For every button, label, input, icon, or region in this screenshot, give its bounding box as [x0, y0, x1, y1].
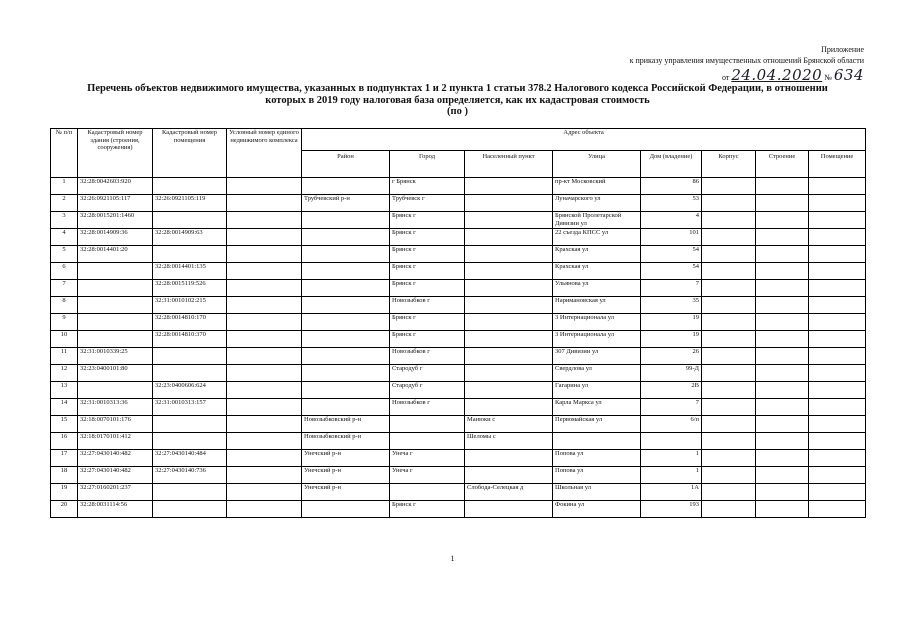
- table-row: [51, 195, 866, 212]
- cell-room: [809, 280, 866, 297]
- cell-cad-room: [153, 178, 227, 195]
- cell-num: 17: [51, 450, 78, 467]
- cell-district: [302, 178, 390, 195]
- cell-cad-building: 32:27:0430140:482: [78, 467, 153, 484]
- cell-settlement: [465, 246, 553, 263]
- cell-building: [756, 212, 809, 229]
- order-date-line: [722, 66, 864, 84]
- col-header-city: Город: [390, 151, 465, 178]
- cell-city: Брянск г: [390, 212, 465, 229]
- cell-building: [756, 297, 809, 314]
- cell-cond-number: [227, 501, 302, 518]
- cell-korpus: [702, 484, 756, 501]
- cell-num: 6: [51, 263, 78, 280]
- cell-cad-building: 32:28:0014909:36: [78, 229, 153, 246]
- cell-cad-building: 32:31:0010313:36: [78, 399, 153, 416]
- col-header-district: Район: [302, 151, 390, 178]
- cell-city: Брянск г: [390, 263, 465, 280]
- order-number: 634: [833, 66, 864, 84]
- table-row: [51, 246, 866, 263]
- cell-cad-building: [78, 314, 153, 331]
- cell-cad-room: 32:28:0014909:63: [153, 229, 227, 246]
- table-row: [51, 501, 866, 518]
- cell-street: Попова ул: [553, 450, 641, 467]
- cell-num: 13: [51, 382, 78, 399]
- cell-house: 2В: [641, 382, 702, 399]
- cell-room: [809, 501, 866, 518]
- cell-settlement: Шеломы с: [465, 433, 553, 450]
- cell-cond-number: [227, 433, 302, 450]
- cell-city: Стародуб г: [390, 365, 465, 382]
- cell-cad-room: [153, 433, 227, 450]
- cell-room: [809, 195, 866, 212]
- table-row: [51, 365, 866, 382]
- cell-room: [809, 365, 866, 382]
- cell-settlement: [465, 212, 553, 229]
- cell-cond-number: [227, 416, 302, 433]
- cell-settlement: [465, 297, 553, 314]
- cell-cad-room: 32:23:0400606:624: [153, 382, 227, 399]
- cell-num: 4: [51, 229, 78, 246]
- cell-cond-number: [227, 195, 302, 212]
- cell-korpus: [702, 501, 756, 518]
- cell-street: Школьная ул: [553, 484, 641, 501]
- cell-district: Унечский р-н: [302, 484, 390, 501]
- cell-cond-number: [227, 178, 302, 195]
- col-header-street: Улица: [553, 151, 641, 178]
- cell-cad-building: [78, 331, 153, 348]
- cell-cad-building: 32:26:0921105:117: [78, 195, 153, 212]
- cell-street: 3 Интернационала ул: [553, 314, 641, 331]
- cell-city: [390, 416, 465, 433]
- cell-cad-room: 32:28:0014401:135: [153, 263, 227, 280]
- table-row: [51, 263, 866, 280]
- cell-house: [641, 433, 702, 450]
- cell-district: Новозыбковский р-н: [302, 416, 390, 433]
- cell-settlement: [465, 399, 553, 416]
- cell-street: Фокина ул: [553, 501, 641, 518]
- table-row: [51, 297, 866, 314]
- cell-house: 54: [641, 263, 702, 280]
- cell-cond-number: [227, 314, 302, 331]
- cell-korpus: [702, 280, 756, 297]
- cell-room: [809, 331, 866, 348]
- cell-city: [390, 433, 465, 450]
- cell-num: 18: [51, 467, 78, 484]
- cell-cond-number: [227, 229, 302, 246]
- cell-cond-number: [227, 212, 302, 229]
- cell-cond-number: [227, 297, 302, 314]
- cell-house: 6/п: [641, 416, 702, 433]
- cell-cad-building: 32:28:0042603:920: [78, 178, 153, 195]
- cell-room: [809, 450, 866, 467]
- cell-num: 1: [51, 178, 78, 195]
- cell-district: Трубчевский р-н: [302, 195, 390, 212]
- cell-num: 20: [51, 501, 78, 518]
- cell-house: 7: [641, 399, 702, 416]
- cell-num: 7: [51, 280, 78, 297]
- table-row: [51, 382, 866, 399]
- cell-district: [302, 331, 390, 348]
- col-header-cond-number: Условный номер единого недвижимого комплекса: [227, 129, 302, 178]
- cell-house: 101: [641, 229, 702, 246]
- table-row: [51, 399, 866, 416]
- col-header-building: Строение: [756, 151, 809, 178]
- cell-house: 1: [641, 450, 702, 467]
- cell-cad-room: 32:28:0014810:370: [153, 331, 227, 348]
- cell-city: Брянск г: [390, 280, 465, 297]
- cell-cond-number: [227, 348, 302, 365]
- cell-district: [302, 212, 390, 229]
- cell-num: 3: [51, 212, 78, 229]
- cell-building: [756, 433, 809, 450]
- cell-settlement: [465, 195, 553, 212]
- cell-settlement: [465, 331, 553, 348]
- cell-city: Новозыбков г: [390, 399, 465, 416]
- col-header-settlement: Населенный пункт: [465, 151, 553, 178]
- cell-cad-room: [153, 501, 227, 518]
- cell-building: [756, 280, 809, 297]
- table-row: [51, 484, 866, 501]
- cell-num: 16: [51, 433, 78, 450]
- cell-city: Унеча г: [390, 467, 465, 484]
- table-row: [51, 314, 866, 331]
- cell-korpus: [702, 246, 756, 263]
- cell-room: [809, 399, 866, 416]
- cell-street: пр-кт Московский: [553, 178, 641, 195]
- cell-settlement: [465, 365, 553, 382]
- cell-house: 7: [641, 280, 702, 297]
- cell-num: 9: [51, 314, 78, 331]
- cell-city: Брянск г: [390, 246, 465, 263]
- cell-city: Новозыбков г: [390, 348, 465, 365]
- cell-room: [809, 433, 866, 450]
- cell-room: [809, 297, 866, 314]
- cell-city: Брянск г: [390, 331, 465, 348]
- page-number: 1: [450, 554, 455, 563]
- cell-korpus: [702, 365, 756, 382]
- cell-cad-building: 32:18:0070101:176: [78, 416, 153, 433]
- cell-room: [809, 467, 866, 484]
- cell-district: [302, 382, 390, 399]
- cell-cad-building: 32:27:0160201:237: [78, 484, 153, 501]
- cell-building: [756, 467, 809, 484]
- cell-settlement: [465, 450, 553, 467]
- cell-settlement: [465, 348, 553, 365]
- cell-cad-room: 32:27:0430140:736: [153, 467, 227, 484]
- cell-cad-room: 32:26:0921105:119: [153, 195, 227, 212]
- cell-building: [756, 263, 809, 280]
- cell-settlement: Манюки с: [465, 416, 553, 433]
- cell-building: [756, 229, 809, 246]
- cell-building: [756, 399, 809, 416]
- cell-street: 307 Дивизии ул: [553, 348, 641, 365]
- cell-cad-room: 32:28:0015119:526: [153, 280, 227, 297]
- cell-district: [302, 246, 390, 263]
- appendix-label: Приложение: [821, 45, 864, 54]
- cell-num: 11: [51, 348, 78, 365]
- order-reference: к приказу управления имущественных отношений Брянской области: [629, 56, 864, 65]
- cell-district: Унечский р-н: [302, 450, 390, 467]
- cell-room: [809, 314, 866, 331]
- table-row: [51, 433, 866, 450]
- cell-building: [756, 331, 809, 348]
- cell-house: 193: [641, 501, 702, 518]
- cell-settlement: [465, 314, 553, 331]
- col-header-house: Дом (владение): [641, 151, 702, 178]
- cell-room: [809, 382, 866, 399]
- cell-num: 2: [51, 195, 78, 212]
- cell-num: 8: [51, 297, 78, 314]
- table-row: [51, 416, 866, 433]
- table-body: [51, 178, 866, 518]
- cell-city: Брянск г: [390, 501, 465, 518]
- cell-room: [809, 416, 866, 433]
- cell-house: 54: [641, 246, 702, 263]
- cell-city: Унеча г: [390, 450, 465, 467]
- cell-settlement: [465, 178, 553, 195]
- cell-room: [809, 246, 866, 263]
- cell-num: 15: [51, 416, 78, 433]
- cell-building: [756, 450, 809, 467]
- cell-korpus: [702, 331, 756, 348]
- cell-cad-room: 32:31:0010313:157: [153, 399, 227, 416]
- table-row: [51, 348, 866, 365]
- table-row: [51, 178, 866, 195]
- cell-cad-building: 32:31:0010339:25: [78, 348, 153, 365]
- cell-building: [756, 365, 809, 382]
- cell-house: 19: [641, 331, 702, 348]
- cell-district: Унечский р-н: [302, 467, 390, 484]
- cell-district: [302, 280, 390, 297]
- cell-building: [756, 484, 809, 501]
- cell-building: [756, 195, 809, 212]
- cell-room: [809, 263, 866, 280]
- cell-korpus: [702, 195, 756, 212]
- cell-settlement: [465, 263, 553, 280]
- col-header-cad-room: Кадастровый номер помещения: [153, 129, 227, 178]
- cell-building: [756, 382, 809, 399]
- cell-city: Брянск г: [390, 229, 465, 246]
- cell-building: [756, 348, 809, 365]
- cell-cad-room: [153, 246, 227, 263]
- table-row: [51, 467, 866, 484]
- table-header-row: [51, 129, 866, 151]
- cell-cad-room: 32:27:0430140:484: [153, 450, 227, 467]
- cell-district: [302, 229, 390, 246]
- cell-korpus: [702, 314, 756, 331]
- cell-cad-building: 32:28:0031114:56: [78, 501, 153, 518]
- cell-house: 53: [641, 195, 702, 212]
- cell-num: 12: [51, 365, 78, 382]
- cell-street: Гагарина ул: [553, 382, 641, 399]
- cell-street: Карла Маркса ул: [553, 399, 641, 416]
- cell-korpus: [702, 263, 756, 280]
- cell-city: Трубчевск г: [390, 195, 465, 212]
- cell-city: Брянск г: [390, 314, 465, 331]
- cell-house: 1А: [641, 484, 702, 501]
- cell-house: 35: [641, 297, 702, 314]
- cell-cad-building: 32:23:0400101:80: [78, 365, 153, 382]
- cell-district: [302, 297, 390, 314]
- cell-cad-building: [78, 263, 153, 280]
- cell-city: Стародуб г: [390, 382, 465, 399]
- cell-room: [809, 212, 866, 229]
- cell-building: [756, 501, 809, 518]
- cell-cond-number: [227, 246, 302, 263]
- cell-korpus: [702, 229, 756, 246]
- cell-street: 22 съезда КПСС ул: [553, 229, 641, 246]
- cell-house: 86: [641, 178, 702, 195]
- table-row: [51, 280, 866, 297]
- col-header-korpus: Корпус: [702, 151, 756, 178]
- cell-street: Первомайская ул: [553, 416, 641, 433]
- cell-settlement: [465, 501, 553, 518]
- cell-house: 1: [641, 467, 702, 484]
- property-register-table: [50, 128, 866, 518]
- cell-korpus: [702, 416, 756, 433]
- cell-cad-room: [153, 348, 227, 365]
- cell-district: [302, 399, 390, 416]
- cell-street: Брянской Пролетарской Дивизии ул: [553, 212, 641, 229]
- cell-settlement: [465, 280, 553, 297]
- cell-korpus: [702, 297, 756, 314]
- cell-korpus: [702, 450, 756, 467]
- cell-korpus: [702, 399, 756, 416]
- cell-korpus: [702, 178, 756, 195]
- table-row: [51, 229, 866, 246]
- cell-cond-number: [227, 484, 302, 501]
- col-header-address: Адрес объекта: [302, 129, 866, 151]
- cell-cad-building: [78, 297, 153, 314]
- cell-city: Новозыбков г: [390, 297, 465, 314]
- cell-building: [756, 416, 809, 433]
- cell-street: Попова ул: [553, 467, 641, 484]
- cell-settlement: [465, 382, 553, 399]
- col-header-cad-building: Кадастровый номер здания (строения, сооружения): [78, 129, 153, 178]
- table-row: [51, 450, 866, 467]
- cell-district: [302, 365, 390, 382]
- title-line-1: Перечень объектов недвижимого имущества, указанных в подпунктах 1 и 2 пункта 1 статьи 378.2 Налогового кодекса Российской Федерации, в отношении: [87, 83, 828, 94]
- cell-house: 26: [641, 348, 702, 365]
- cell-house: 4: [641, 212, 702, 229]
- cell-cad-room: [153, 212, 227, 229]
- cell-building: [756, 246, 809, 263]
- cell-cond-number: [227, 365, 302, 382]
- order-date: 24.04.2020: [731, 66, 823, 84]
- cell-city: г Брянск: [390, 178, 465, 195]
- title-line-2: которых в 2019 году налоговая база определяется, как их кадастровая стоимость: [265, 94, 650, 106]
- cell-cad-building: 32:18:0170101:412: [78, 433, 153, 450]
- cell-cad-room: 32:31:0010102:215: [153, 297, 227, 314]
- cell-cond-number: [227, 331, 302, 348]
- cell-district: [302, 501, 390, 518]
- cell-street: Ульянова ул: [553, 280, 641, 297]
- cell-building: [756, 178, 809, 195]
- cell-korpus: [702, 382, 756, 399]
- cell-district: [302, 348, 390, 365]
- cell-settlement: Слобода-Селецкая д: [465, 484, 553, 501]
- cell-cond-number: [227, 450, 302, 467]
- cell-cond-number: [227, 399, 302, 416]
- cell-num: 5: [51, 246, 78, 263]
- cell-num: 10: [51, 331, 78, 348]
- cell-cad-building: 32:28:0015201:1460: [78, 212, 153, 229]
- cell-cond-number: [227, 382, 302, 399]
- cell-room: [809, 348, 866, 365]
- col-header-num: № п/п: [51, 129, 78, 178]
- cell-street: 3 Интернационала ул: [553, 331, 641, 348]
- cell-district: [302, 314, 390, 331]
- cell-street: Свердлова ул: [553, 365, 641, 382]
- cell-num: 19: [51, 484, 78, 501]
- cell-num: 14: [51, 399, 78, 416]
- cell-settlement: [465, 229, 553, 246]
- cell-korpus: [702, 433, 756, 450]
- cell-street: [553, 433, 641, 450]
- cell-street: Луначарского ул: [553, 195, 641, 212]
- document-title: [50, 83, 865, 118]
- order-number-sign: №: [824, 73, 832, 82]
- cell-korpus: [702, 212, 756, 229]
- table-row: [51, 331, 866, 348]
- cell-street: Крахская ул: [553, 246, 641, 263]
- cell-room: [809, 178, 866, 195]
- cell-cad-building: [78, 382, 153, 399]
- cell-room: [809, 484, 866, 501]
- cell-house: 99-Д: [641, 365, 702, 382]
- title-line-3: (по ): [447, 106, 468, 117]
- cell-building: [756, 314, 809, 331]
- cell-korpus: [702, 348, 756, 365]
- cell-cad-room: [153, 416, 227, 433]
- cell-street: Крахская ул: [553, 263, 641, 280]
- cell-city: [390, 484, 465, 501]
- cell-district: Новозыбковский р-н: [302, 433, 390, 450]
- cell-cond-number: [227, 467, 302, 484]
- cell-cad-building: 32:27:0430140:482: [78, 450, 153, 467]
- cell-korpus: [702, 467, 756, 484]
- cell-cond-number: [227, 280, 302, 297]
- cell-room: [809, 229, 866, 246]
- cell-district: [302, 263, 390, 280]
- cell-cad-building: [78, 280, 153, 297]
- cell-cad-room: 32:28:0014810:170: [153, 314, 227, 331]
- order-from-label: от: [721, 73, 730, 82]
- cell-street: Наримановская ул: [553, 297, 641, 314]
- cell-cad-room: [153, 365, 227, 382]
- cell-cad-building: 32:28:0014401:20: [78, 246, 153, 263]
- col-header-room: Помещение: [809, 151, 866, 178]
- cell-house: 19: [641, 314, 702, 331]
- cell-cad-room: [153, 484, 227, 501]
- cell-settlement: [465, 467, 553, 484]
- cell-cond-number: [227, 263, 302, 280]
- table-row: [51, 212, 866, 229]
- appendix-block: [630, 44, 864, 66]
